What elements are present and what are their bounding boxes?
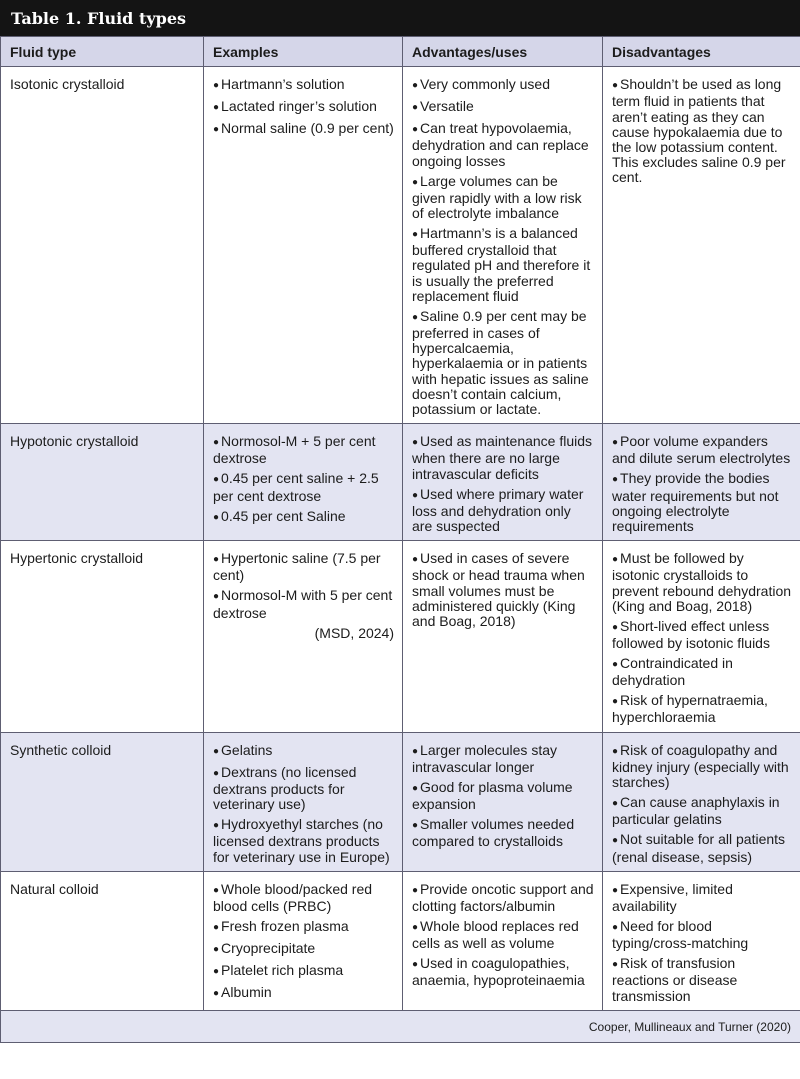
advantages-item: ● Versatile [412, 99, 594, 116]
examples-citation: (MSD, 2024) [314, 624, 394, 641]
header-examples: Examples [204, 37, 403, 67]
disadvantages-item: ● They provide the bodies water requirements but not ongoing electrolyte requirements [612, 471, 792, 534]
examples-item: ● Hypertonic saline (7.5 per cent) [213, 551, 394, 583]
table-row [1, 67, 800, 424]
advantages-item: ● Good for plasma volume expansion [412, 780, 594, 812]
examples-cell [204, 541, 403, 732]
advantages-cell [403, 67, 603, 424]
disadvantages-item: ● Shouldn’t be used as long term fluid in patients that aren’t eating as they can cause hypokalaemia due to the low potassium content. This excludes saline 0.9 per cent. [612, 77, 792, 185]
source-citation: Cooper, Mullineaux and Turner (2020) [1, 1010, 800, 1042]
disadvantages-list [612, 743, 792, 865]
disadvantages-item: ● Need for blood typing/cross-matching [612, 919, 792, 951]
disadvantages-item: ● Short-lived effect unless followed by isotonic fluids [612, 619, 792, 651]
examples-item: ● Fresh frozen plasma [213, 919, 394, 936]
advantages-list [412, 882, 594, 989]
table-row [1, 871, 800, 1010]
table-title: Table 1. Fluid types [0, 0, 800, 36]
table-row [1, 424, 800, 541]
examples-item: ● 0.45 per cent Saline [213, 509, 394, 526]
examples-list [213, 77, 394, 138]
advantages-list [412, 551, 594, 629]
advantages-cell [403, 871, 603, 1010]
examples-item: ● Gelatins [213, 743, 394, 760]
fluid-type-cell: Natural colloid [1, 871, 204, 1010]
examples-cell [204, 871, 403, 1010]
examples-cell [204, 67, 403, 424]
disadvantages-item: ● Expensive, limited availability [612, 882, 792, 914]
examples-item: ● Hydroxyethyl starches (no licensed dextrans products for veterinary use in Europe) [213, 817, 394, 865]
examples-item: ● Dextrans (no licensed dextrans products for veterinary use) [213, 765, 394, 813]
disadvantages-item: ● Must be followed by isotonic crystalloids to prevent rebound dehydration (King and Boag, 2018) [612, 551, 792, 614]
advantages-list [412, 77, 594, 417]
examples-cell [204, 424, 403, 541]
disadvantages-cell [603, 871, 800, 1010]
examples-item: ● Lactated ringer’s solution [213, 99, 394, 116]
disadvantages-list [612, 434, 792, 534]
advantages-item: ● Smaller volumes needed compared to crystalloids [412, 817, 594, 849]
examples-list [213, 882, 394, 1002]
advantages-cell [403, 541, 603, 732]
advantages-item: ● Used where primary water loss and dehydration only are suspected [412, 487, 594, 535]
disadvantages-item: ● Risk of hypernatraemia, hyperchloraemia [612, 693, 792, 725]
examples-item: ● Normosol-M with 5 per cent dextrose [213, 588, 394, 620]
examples-cell [204, 732, 403, 871]
header-fluid-type: Fluid type [1, 37, 204, 67]
examples-list [213, 434, 394, 526]
advantages-cell [403, 424, 603, 541]
disadvantages-item: ● Risk of transfusion reactions or disease transmission [612, 956, 792, 1004]
advantages-item: ● Very commonly used [412, 77, 594, 94]
advantages-item: ● Whole blood replaces red cells as well as volume [412, 919, 594, 951]
disadvantages-item: ● Risk of coagulopathy and kidney injury (especially with starches) [612, 743, 792, 791]
data-table [0, 36, 800, 1043]
disadvantages-cell [603, 67, 800, 424]
fluid-type-cell: Synthetic colloid [1, 732, 204, 871]
advantages-item: ● Provide oncotic support and clotting factors/albumin [412, 882, 594, 914]
advantages-item: ● Saline 0.9 per cent may be preferred in cases of hypercalcaemia, hyperkalaemia or in patients with hepatic issues as saline doesn’t contain calcium, potassium or lactate. [412, 309, 594, 417]
source-row [1, 1010, 800, 1042]
advantages-item: ● Hartmann’s is a balanced buffered crystalloid that regulated pH and therefore it is usually the preferred replacement fluid [412, 226, 594, 304]
disadvantages-cell [603, 424, 800, 541]
disadvantages-item: ● Not suitable for all patients (renal disease, sepsis) [612, 832, 792, 864]
examples-item: ● Platelet rich plasma [213, 963, 394, 980]
advantages-item: ● Used in cases of severe shock or head trauma when small volumes must be administered quickly (King and Boag, 2018) [412, 551, 594, 629]
examples-item: ● Albumin [213, 985, 394, 1002]
advantages-item: ● Can treat hypovolaemia, dehydration and can replace ongoing losses [412, 121, 594, 169]
header-row [1, 37, 800, 67]
advantages-cell [403, 732, 603, 871]
disadvantages-item: ● Poor volume expanders and dilute serum electrolytes [612, 434, 792, 466]
disadvantages-list [612, 882, 792, 1004]
header-advantages: Advantages/uses [403, 37, 603, 67]
fluid-type-cell: Hypertonic crystalloid [1, 541, 204, 732]
advantages-item: ● Larger molecules stay intravascular longer [412, 743, 594, 775]
advantages-list [412, 434, 594, 534]
advantages-item: ● Large volumes can be given rapidly with a low risk of electrolyte imbalance [412, 174, 594, 222]
advantages-item: ● Used in coagulopathies, anaemia, hypoproteinaemia [412, 956, 594, 988]
table-row [1, 732, 800, 871]
header-disadvantages: Disadvantages [603, 37, 800, 67]
advantages-list [412, 743, 594, 850]
advantages-item: ● Used as maintenance fluids when there are no large intravascular deficits [412, 434, 594, 482]
disadvantages-item: ● Contraindicated in dehydration [612, 656, 792, 688]
table-body [1, 67, 800, 1011]
disadvantages-list [612, 551, 792, 725]
fluid-type-cell: Hypotonic crystalloid [1, 424, 204, 541]
examples-item: ● Cryoprecipitate [213, 941, 394, 958]
examples-item: ● Normosol-M + 5 per cent dextrose [213, 434, 394, 466]
examples-item: ● Normal saline (0.9 per cent) [213, 121, 394, 138]
examples-item: ● Whole blood/packed red blood cells (PRBC) [213, 882, 394, 914]
examples-list [213, 743, 394, 865]
disadvantages-list [612, 77, 792, 185]
disadvantages-cell [603, 732, 800, 871]
examples-item: ● Hartmann’s solution [213, 77, 394, 94]
examples-list [213, 551, 394, 621]
table-row [1, 541, 800, 732]
disadvantages-cell [603, 541, 800, 732]
examples-item: ● 0.45 per cent saline + 2.5 per cent dextrose [213, 471, 394, 503]
fluid-type-cell: Isotonic crystalloid [1, 67, 204, 424]
disadvantages-item: ● Can cause anaphylaxis in particular gelatins [612, 795, 792, 827]
